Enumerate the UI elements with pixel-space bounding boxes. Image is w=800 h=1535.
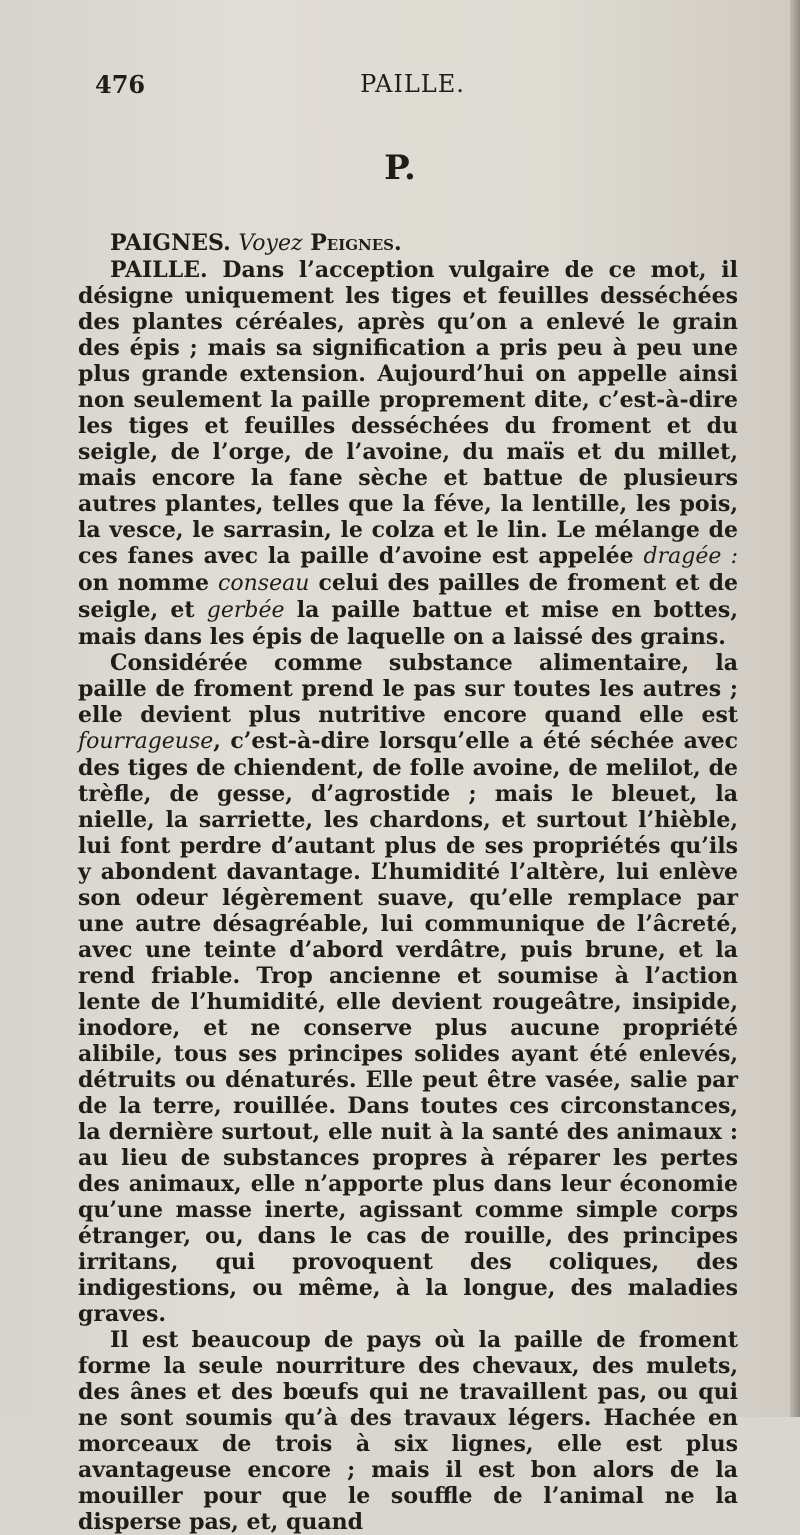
body-text	[78, 230, 738, 1535]
entry-head-paignes: PAIGNES.	[110, 230, 231, 256]
paragraph-nourriture: Il est beaucoup de pays où la paille de froment forme la seule nourriture des chevaux, des mulets, des ânes et des bœufs qui ne travaillent pas, ou qui ne sont soumis qu’à des travaux légers. Hachée en morceaux de trois à six lignes, elle est plus avantageuse encore ; mais il est bon alors de la mouiller pour que le souffle de l’animal ne la disperse pas, et, quand	[78, 1327, 738, 1535]
entry-head-paille: PAILLE.	[110, 257, 208, 283]
page-edge	[790, 0, 800, 1417]
paille-text-a: Dans l’acception vulgaire de ce mot, il désigne uniquement les tiges et feuilles desséchées des plantes céréales, après qu’on a enlevé le grain des épis ; mais sa signification a pris peu à peu une plus grande extension. Aujourd’hui on appelle ainsi non seulement la paille proprement dite, c’est-à-dire les tiges et feuilles desséchées du froment et du seigle, de l’orge, de l’avoine, du maïs et du millet, mais encore la fane sèche et battue de plusieurs autres plantes, telles que la féve, la lentille, les pois, la vesce, le sarrasin, le colza et le lin. Le mélange de ces fanes avec la paille d’avoine est appelée	[78, 257, 738, 569]
paille-text-d: la paille battue et mise en bottes, mais dans les épis de laquelle on a laissé des grains.	[78, 597, 738, 650]
reference-target: Peignes.	[310, 230, 402, 256]
term-conseau: conseau	[218, 571, 310, 596]
see-reference: Voyez	[238, 231, 303, 256]
entry-paignes	[78, 230, 738, 257]
paragraph2-text-b: , c’est-à-dire lorsqu’elle a été séchée avec des tiges de chiendent, de folle avoine, de melilot, de trèfle, de gesse, d’agrostide ; mais le bleuet, la nielle, la sarriette, les chardons, et surtout l’hièble, lui font perdre d’autant plus de ses propriétés qu’ils y abondent davantage. L’humidité l’altère, lui enlève son odeur légèrement suave, qu’elle remplace par une autre désagréable, lui communique de l’âcreté, avec une teinte d’abord verdâtre, puis brune, et la rend friable. Trop ancienne et soumise à l’action lente de l’humidité, elle devient rougeâtre, insipide, inodore, et ne conserve plus aucune propriété alibile, tous ses principes solides ayant été enlevés, détruits ou dénaturés. Elle peut être vasée, salie par de la terre, rouillée. Dans toutes ces circonstances, la dernière surtout, elle nuit à la santé des animaux : au lieu de substances propres à réparer les pertes des animaux, elle n’apporte plus dans leur économie qu’une masse inerte, agissant comme simple corps étranger, ou, dans le cas de rouille, des principes irritans, qui provoquent des coliques, des indigestions, ou même, à la longue, des maladies graves.	[78, 728, 738, 1327]
section-letter: P.	[384, 148, 416, 188]
entry-paille	[78, 257, 738, 650]
paille-text-b: on nomme	[78, 570, 209, 596]
running-title: PAILLE.	[360, 70, 465, 98]
page-header	[95, 70, 730, 110]
paille-text-c: celui des pailles de froment et de seigle, et	[78, 570, 738, 623]
paragraph-alimentaire	[78, 650, 738, 1327]
page-number: 476	[95, 70, 146, 99]
term-fourrageuse: fourrageuse	[78, 729, 214, 754]
paragraph2-text-a: Considérée comme substance alimentaire, la paille de froment prend le pas sur toutes les autres ; elle devient plus nutritive encore quand elle est	[78, 650, 738, 728]
term-gerbee: gerbée	[206, 598, 285, 623]
term-dragee: dragée :	[643, 544, 738, 569]
